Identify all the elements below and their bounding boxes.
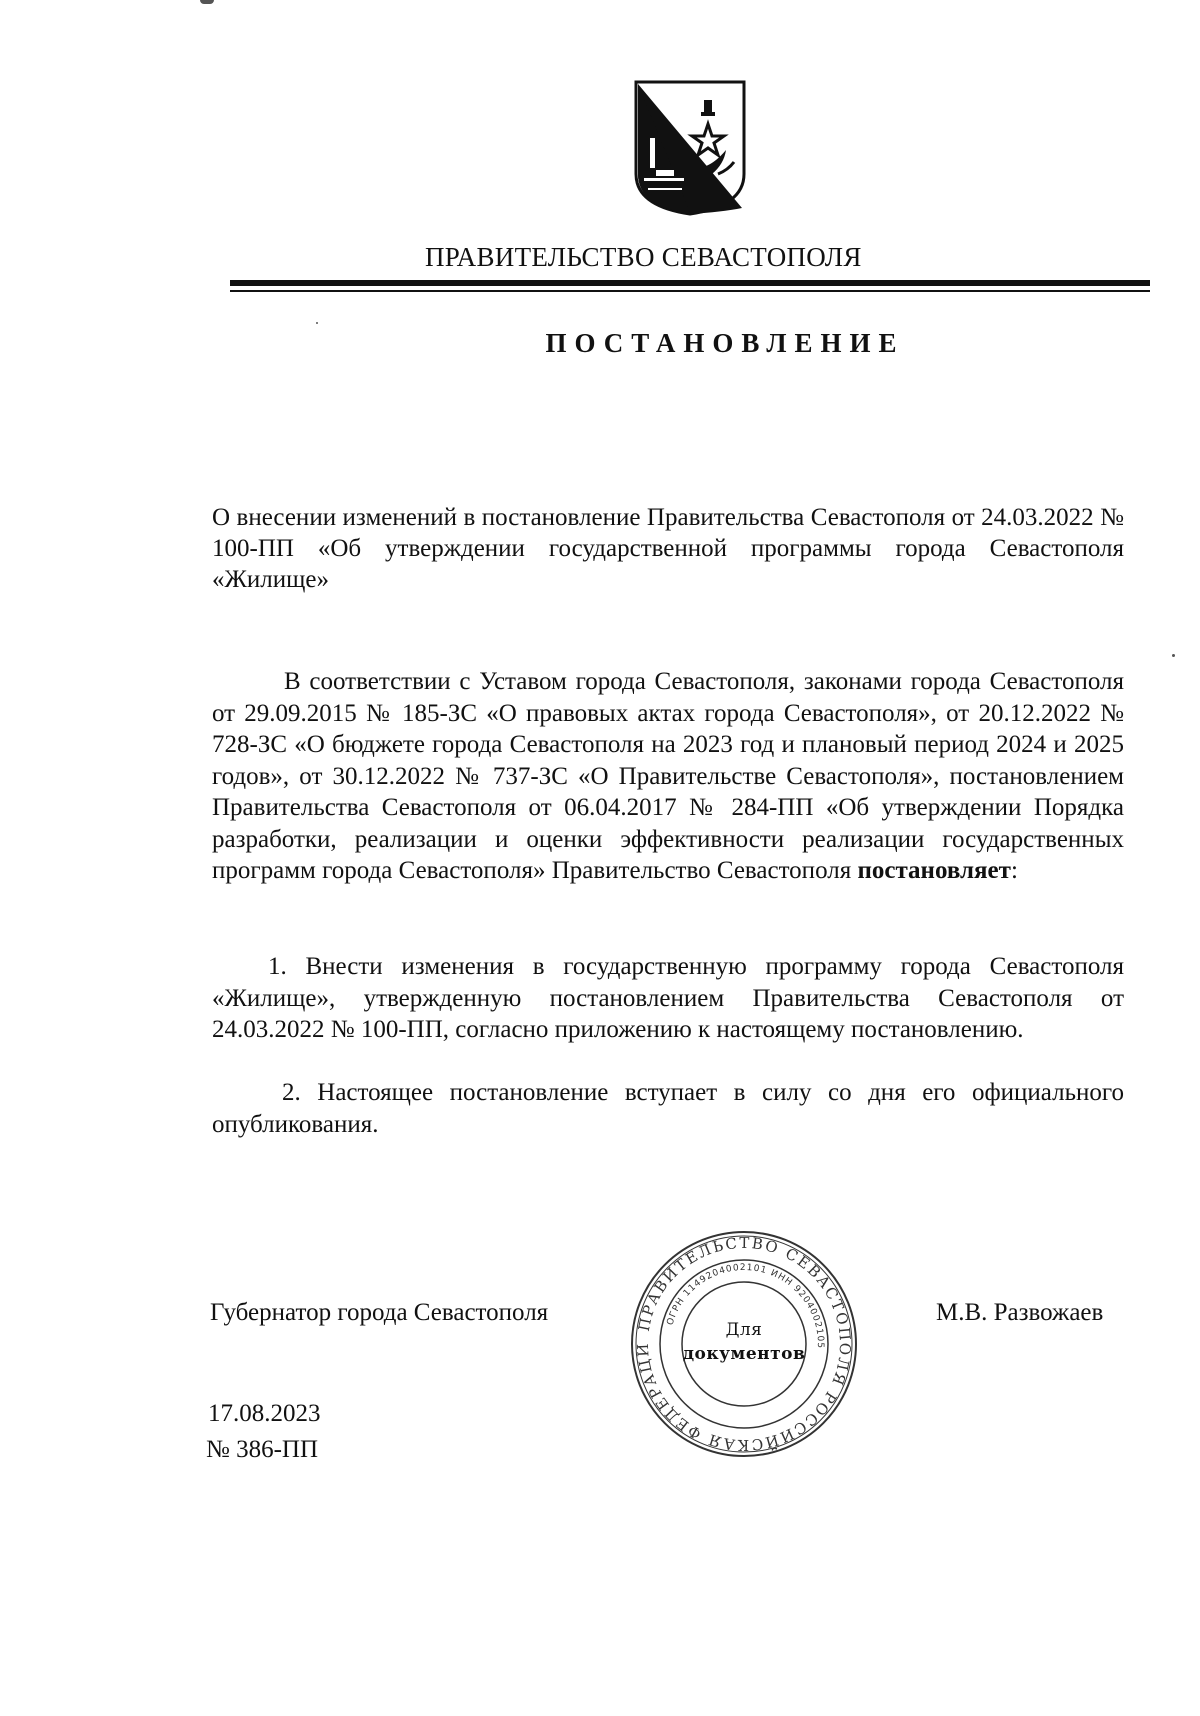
signatory-name: М.В. Развожаев (936, 1299, 1104, 1326)
resolves-keyword: постановляет (857, 857, 1011, 884)
seal-outer-text: ПРАВИТЕЛЬСТВО СЕВАСТОПОЛЯ РОССИЙСКАЯ ФЕДЕРАЦИ (633, 1233, 855, 1455)
scan-speck (200, 0, 214, 4)
seal-center-line-1: Для (725, 1320, 763, 1340)
organization-title: ПРАВИТЕЛЬСТВО СЕВАСТОПОЛЯ (425, 242, 862, 272)
header-rule-thick (230, 280, 1150, 286)
coat-of-arms-icon (632, 78, 748, 216)
preamble-paragraph (212, 666, 1124, 887)
resolves-colon: : (1010, 857, 1018, 884)
resolution-item-2: 2. Настоящее постановление вступает в силу со дня его официального опубликования. (212, 1079, 1124, 1138)
document-type-heading: ПОСТАНОВЛЕНИЕ (545, 328, 905, 358)
resolution-item-1: 1. Внести изменения в государственную программу города Севастополя «Жилище», утвержденную постановлением Правительства Севастополя от 24.03.2022 № 100-ПП, согласно приложению к настоящему постановлению. (212, 953, 1124, 1043)
document-number: № 386-ПП (206, 1436, 319, 1463)
header-rule-thin (230, 290, 1150, 292)
scan-speck (1172, 654, 1175, 657)
signatory-position: Губернатор города Севастополя (210, 1299, 549, 1326)
preamble-text: В соответствии с Уставом города Севастополя, законами города Севастополя от 29.09.2015 № 185-ЗС «О правовых актах города Севастополя», от 20.12.2022 № 728-ЗС «О бюджете города Севастополя на 2023 год и плановый период 2024 и 2025 годов», от 30.12.2022 № 737-ЗС «О Правительстве Севастополя», постановлением Правительства Севастополя от 06.04.2017 № 284-ПП «Об утверждении Порядка разработки, реализации и оценки эффективности реализации государственных программ города Севастополя» Правительство Севастополя (212, 668, 1124, 884)
seal-inner-text: ОГРН 1149204002101 ИНН 9204002105 (665, 1262, 826, 1350)
document-subject: О внесении изменений в постановление Правительства Севастополя от 24.03.2022 № 100-ПП «Об утверждении государственной программы города Севастополя «Жилище» (212, 504, 1124, 593)
document-date: 17.08.2023 (208, 1400, 321, 1427)
seal-center-line-2: документов (682, 1344, 806, 1364)
scan-speck (316, 322, 318, 324)
official-seal (628, 1228, 860, 1460)
